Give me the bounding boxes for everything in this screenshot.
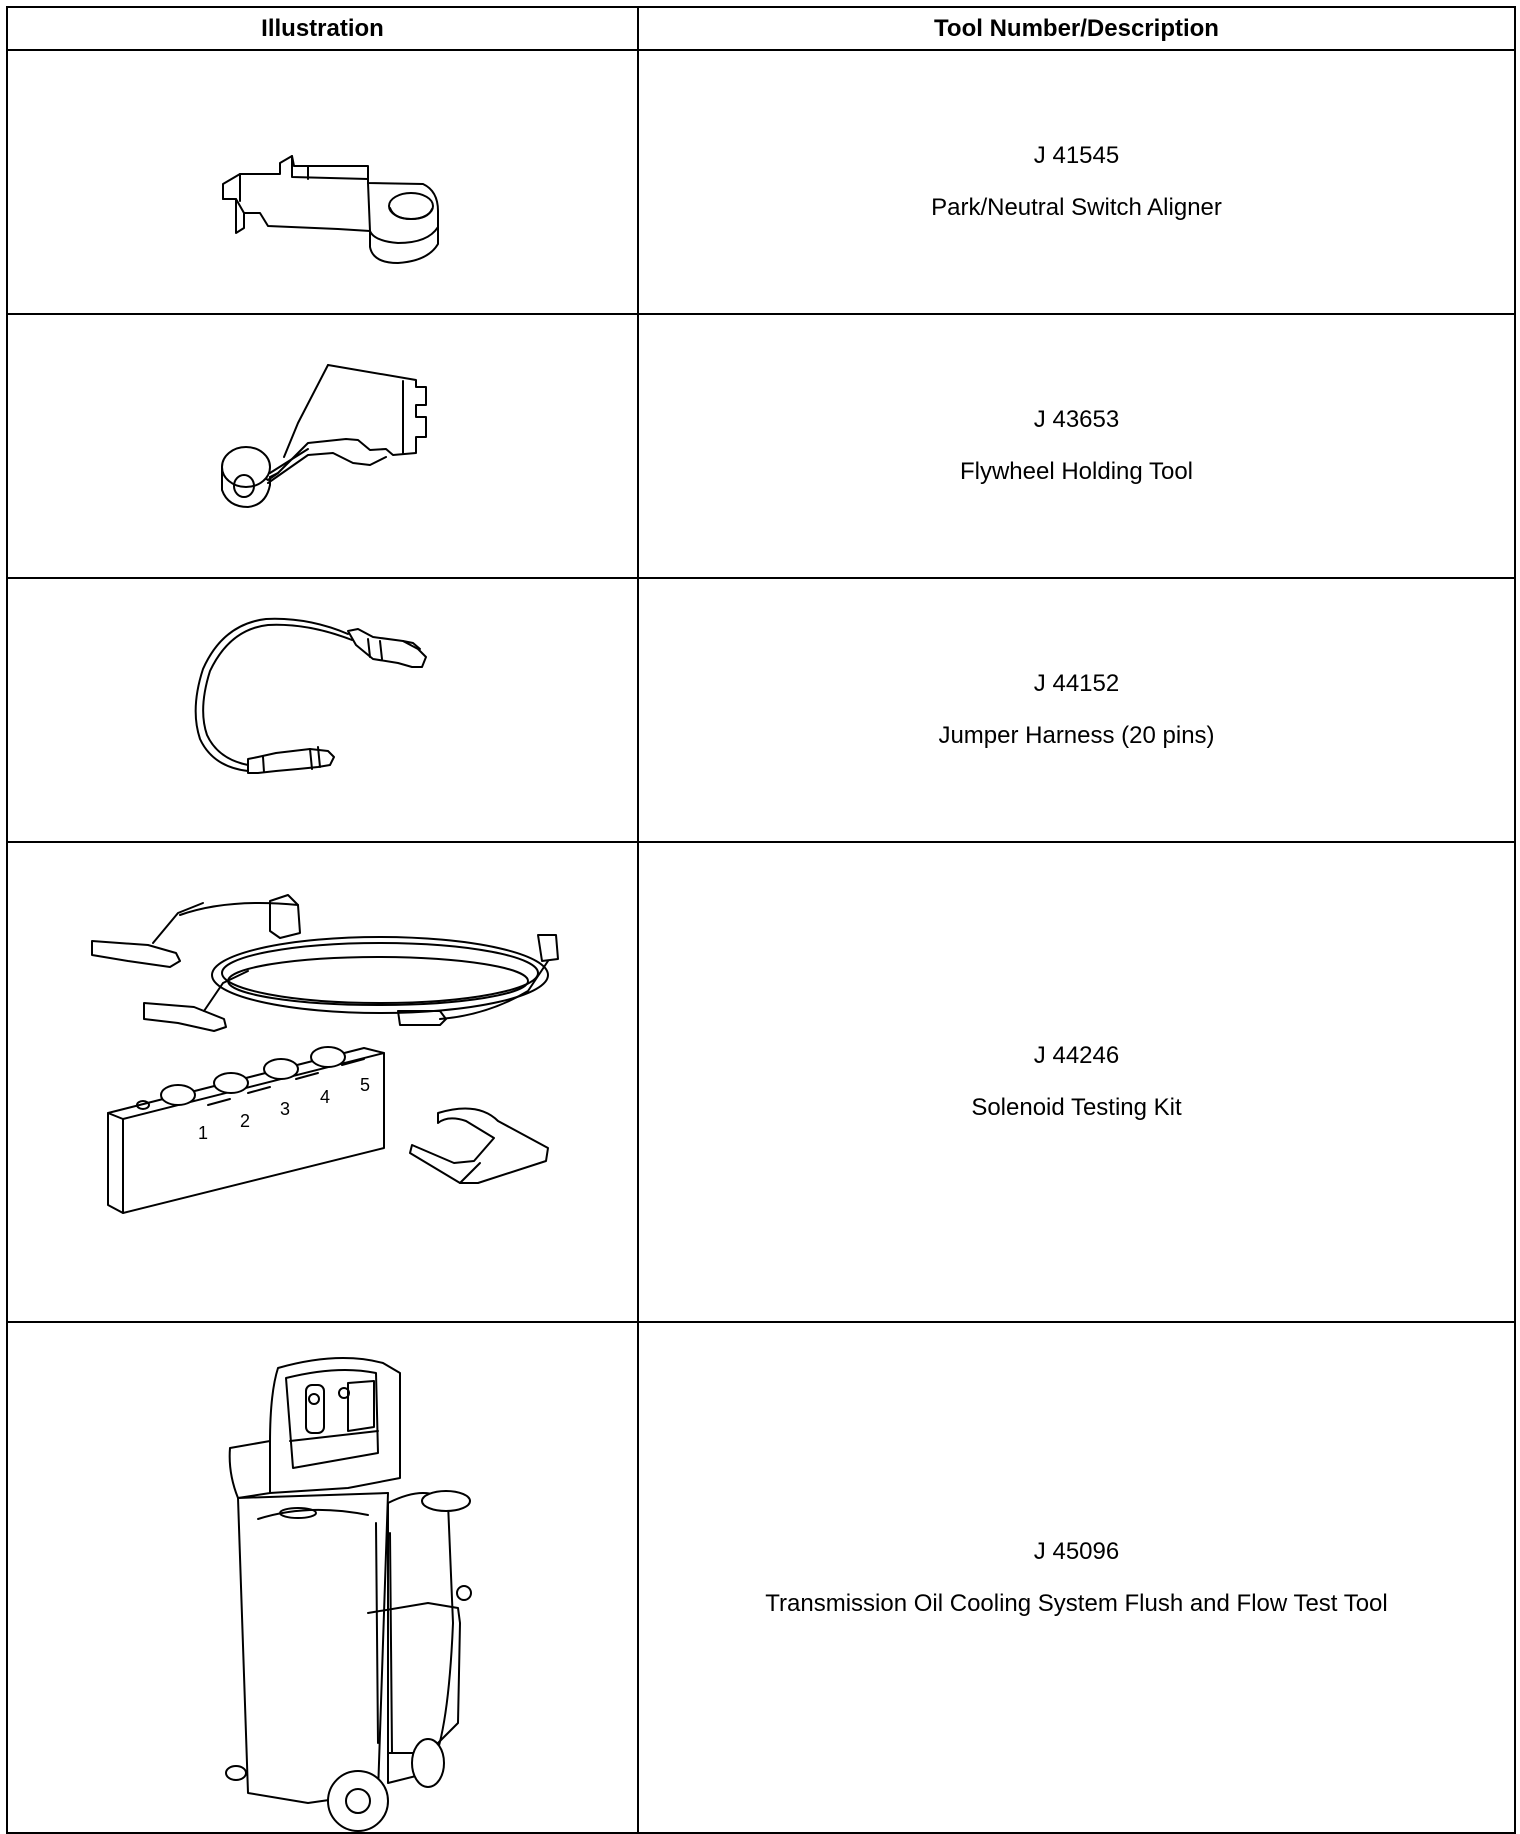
table-row xyxy=(7,50,1515,314)
tool-number: J 41545 xyxy=(1033,142,1120,169)
header-row xyxy=(7,7,1515,50)
tool-description: Transmission Oil Cooling System Flush and Flow Test Tool xyxy=(765,1589,1388,1617)
jumper-harness-drawing xyxy=(8,579,639,841)
block-label-2: 2 xyxy=(240,1111,251,1131)
tool-number: J 44152 xyxy=(1033,670,1120,697)
table-row xyxy=(7,578,1515,842)
flywheel-holding-tool-drawing xyxy=(8,315,639,577)
illustration-cell xyxy=(7,50,638,314)
tool-number: J 43653 xyxy=(1033,406,1120,433)
table-row xyxy=(7,842,1515,1322)
tool-description: Jumper Harness (20 pins) xyxy=(938,722,1215,749)
illustration-cell xyxy=(7,842,638,1322)
special-tools-table xyxy=(6,6,1516,1834)
solenoid-testing-kit-drawing xyxy=(8,843,639,1321)
tool-number: J 45096 xyxy=(1033,1537,1120,1565)
header-tool-number-description: Tool Number/Description xyxy=(638,7,1515,50)
tool-description: Park/Neutral Switch Aligner xyxy=(931,194,1222,221)
table-row xyxy=(7,1322,1515,1833)
tool-description: Solenoid Testing Kit xyxy=(971,1094,1182,1121)
table-row xyxy=(7,314,1515,578)
tool-description-cell xyxy=(638,1322,1515,1833)
tool-description-cell xyxy=(638,314,1515,578)
tool-description-cell xyxy=(638,50,1515,314)
block-label-1: 1 xyxy=(198,1123,209,1143)
illustration-cell xyxy=(7,314,638,578)
block-label-3: 3 xyxy=(280,1099,291,1119)
tool-description: Flywheel Holding Tool xyxy=(959,458,1193,485)
block-label-5: 5 xyxy=(360,1075,371,1095)
flush-flow-test-cart-drawing xyxy=(8,1323,639,1832)
tool-number: J 44246 xyxy=(1033,1042,1120,1069)
tool-description-cell xyxy=(638,578,1515,842)
tool-description-cell xyxy=(638,842,1515,1322)
park-neutral-switch-aligner-drawing xyxy=(8,51,639,313)
illustration-cell xyxy=(7,1322,638,1833)
header-illustration: Illustration xyxy=(7,7,638,50)
illustration-cell xyxy=(7,578,638,842)
block-label-4: 4 xyxy=(320,1087,331,1107)
